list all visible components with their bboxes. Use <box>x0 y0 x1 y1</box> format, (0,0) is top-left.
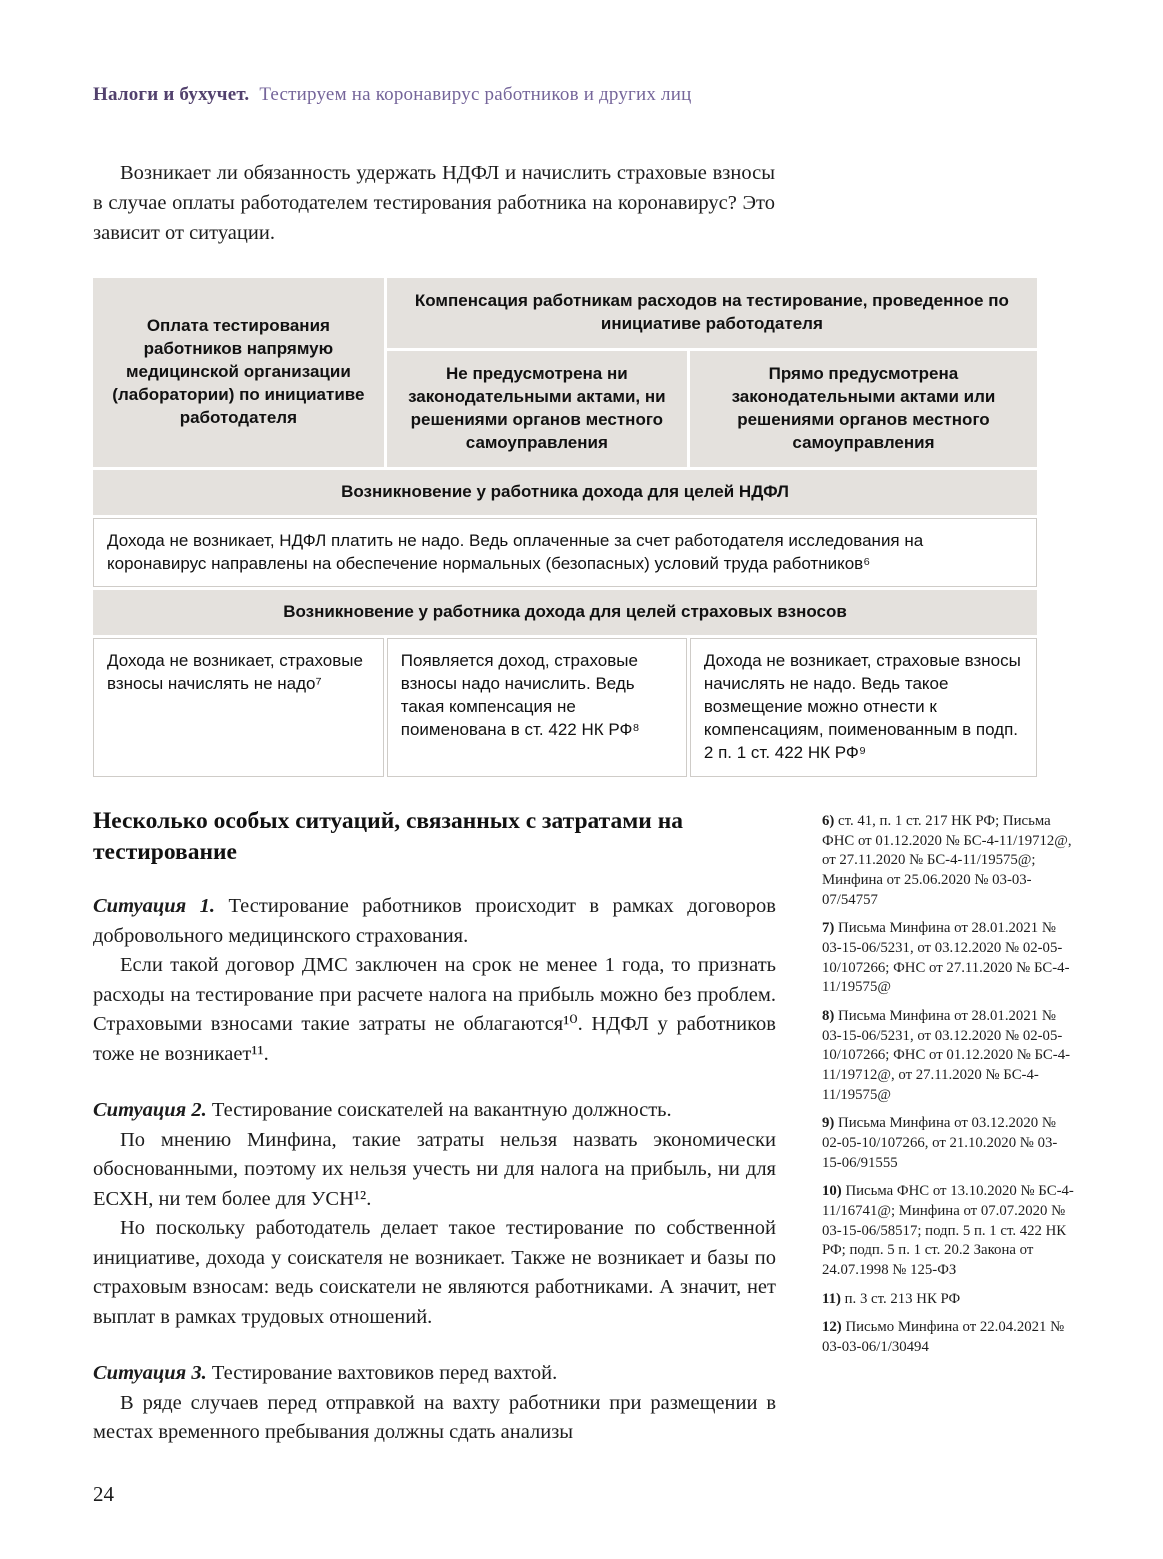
situation-1-paragraph <box>93 892 776 951</box>
main-text-column <box>93 806 776 1448</box>
article-title: Тестируем на коронавирус работников и других лиц <box>259 84 692 105</box>
situation-3-paragraph <box>93 1359 776 1389</box>
situation-1-body: Если такой договор ДМС заключен на срок не менее 1 года, то признать расходы на тестирование при расчете налога на прибыль можно без проблем. Страховыми взносами такие затраты не облагаются¹⁰. НДФЛ у работников тоже не возникает¹¹. <box>93 954 776 1065</box>
footnote-9 <box>822 1114 1074 1173</box>
page-number: 24 <box>93 1482 114 1506</box>
situation-2-text: Тестирование соискателей на вакантную должность. <box>211 1099 672 1122</box>
footnote-11-text: п. 3 ст. 213 НК РФ <box>844 1290 961 1307</box>
footnote-8-text: Письма Минфина от 28.01.2021 № 03-15-06/5231, от 03.12.2020 № 02-05-10/107266; ФНС от 01.12.2020 № БС-4-11/19712@, от 27.11.2020 № БС-4-11/19575@ <box>822 1008 1071 1103</box>
table-cell-contrib-provided: Дохода не возникает, страховые взносы начислять не надо. Ведь такое возмещение можно отнести к компенсациям, поименованным в подп. 2 п. 1 ст. 422 НК РФ⁹ <box>690 638 1037 777</box>
footnote-6-number: 6) <box>822 813 835 829</box>
table-subheader-provided: Прямо предусмотрена законодательными актами или решениями органов местного самоуправления <box>690 351 1037 467</box>
table-cell-contrib-direct: Дохода не возникает, страховые взносы начислять не надо⁷ <box>93 638 384 777</box>
footnote-11-number: 11) <box>822 1290 841 1307</box>
situation-3-label: Ситуация 3. <box>93 1362 207 1385</box>
table-cell-contrib-not-provided: Появляется доход, страховые взносы надо начислить. Ведь такая компенсация не поименована в ст. 422 НК РФ⁸ <box>387 638 687 777</box>
situation-1-label: Ситуация 1. <box>93 895 216 918</box>
table-band-contrib-row <box>93 590 1037 635</box>
section-heading: Несколько особых ситуаций, связанных с затратами на тестирование <box>93 808 683 866</box>
footnote-10-text: Письма ФНС от 13.10.2020 № БС-4-11/16741@; Минфина от 07.07.2020 № 03-15-06/58517; подп. 5 п. 1 ст. 422 НК РФ; подп. 5 п. 1 ст. 20.2 Закона от 24.07.1998 № 125-ФЗ <box>822 1183 1074 1279</box>
footnote-7-number: 7) <box>822 920 835 937</box>
footnote-12-text: Письмо Минфина от 22.04.2021 № 03-03-06/1/30494 <box>822 1319 1065 1356</box>
footnote-10 <box>822 1182 1074 1280</box>
table-cell-ndfl: Дохода не возникает, НДФЛ платить не надо. Ведь оплаченные за счет работодателя исследования на коронавирус направлены на обеспечение нормальных (безопасных) условий труда работников⁶ <box>93 518 1037 588</box>
running-head <box>93 84 691 106</box>
footnote-12-number: 12) <box>822 1319 842 1336</box>
situation-3-body: В ряде случаев перед отправкой на вахту работники при размещении в местах временного пребывания должны сдать анализы <box>93 1391 776 1444</box>
table-band-ndfl-row <box>93 470 1037 515</box>
footnotes-sidebar <box>822 812 1074 1367</box>
situation-3-text: Тестирование вахтовиков перед вахтой. <box>211 1362 558 1385</box>
situation-2-body-2: Но поскольку работодатель делает такое тестирование по собственной инициативе, дохода у соискателя не возникает. Также не возникает и базы по страховым взносам: ведь соискатели не являются работниками. А значит, нет выплат в рамках трудовых отношений. <box>93 1217 776 1328</box>
table-header-compensation: Компенсация работникам расходов на тестирование, проведенное по инициативе работодателя <box>387 278 1037 348</box>
footnote-8-number: 8) <box>822 1008 835 1025</box>
rubric-title: Налоги и бухучет. <box>93 84 250 105</box>
table-band-contributions: Возникновение у работника дохода для целей страховых взносов <box>93 590 1037 635</box>
footnote-8 <box>822 1007 1074 1105</box>
footnote-7-text: Письма Минфина от 28.01.2021 № 03-15-06/5231, от 03.12.2020 № 02-05-10/107266; ФНС от 27.11.2020 № БС-4-11/19575@ <box>822 920 1070 996</box>
situation-2-paragraph <box>93 1096 776 1126</box>
footnote-6-text: ст. 41, п. 1 ст. 217 НК РФ; Письма ФНС от 01.12.2020 № БС-4-11/19712@, от 27.11.2020 № БС-4-11/19575@; Минфина от 25.06.2020 № 03-03-07/54757 <box>822 813 1072 908</box>
table-header-direct-payment: Оплата тестирования работников напрямую медицинской организации (лаборатории) по инициативе работодателя <box>93 278 384 467</box>
footnote-11 <box>822 1290 1074 1310</box>
testing-tax-table <box>90 275 1040 780</box>
footnote-10-number: 10) <box>822 1183 842 1200</box>
footnote-12 <box>822 1318 1074 1357</box>
footnote-7 <box>822 919 1074 998</box>
table-ndfl-body-row <box>93 518 1037 588</box>
footnote-6 <box>822 812 1074 910</box>
footnote-9-text: Письма Минфина от 03.12.2020 № 02-05-10/107266, от 21.10.2020 № 03-15-06/91555 <box>822 1115 1058 1171</box>
table-subheader-not-provided: Не предусмотрена ни законодательными актами, ни решениями органов местного самоуправления <box>387 351 687 467</box>
situation-1-text: Тестирование работников происходит в рамках договоров добровольного медицинского страхования. <box>93 895 776 947</box>
intro-paragraph: Возникает ли обязанность удержать НДФЛ и начислить страховые взносы в случае оплаты работодателем тестирования работника на коронавирус? Это зависит от ситуации. <box>93 162 775 245</box>
footnote-9-number: 9) <box>822 1115 835 1132</box>
table-band-ndfl: Возникновение у работника дохода для целей НДФЛ <box>93 470 1037 515</box>
table-contrib-body-row <box>93 638 1037 777</box>
situation-2-body-1: По мнению Минфина, такие затраты нельзя назвать экономически обоснованными, поэтому их нельзя учесть ни для налога на прибыль, ни для ЕСХН, ни тем более для УСН¹². <box>93 1128 776 1210</box>
table-header-row <box>93 278 1037 348</box>
situation-2-label: Ситуация 2. <box>93 1099 207 1122</box>
